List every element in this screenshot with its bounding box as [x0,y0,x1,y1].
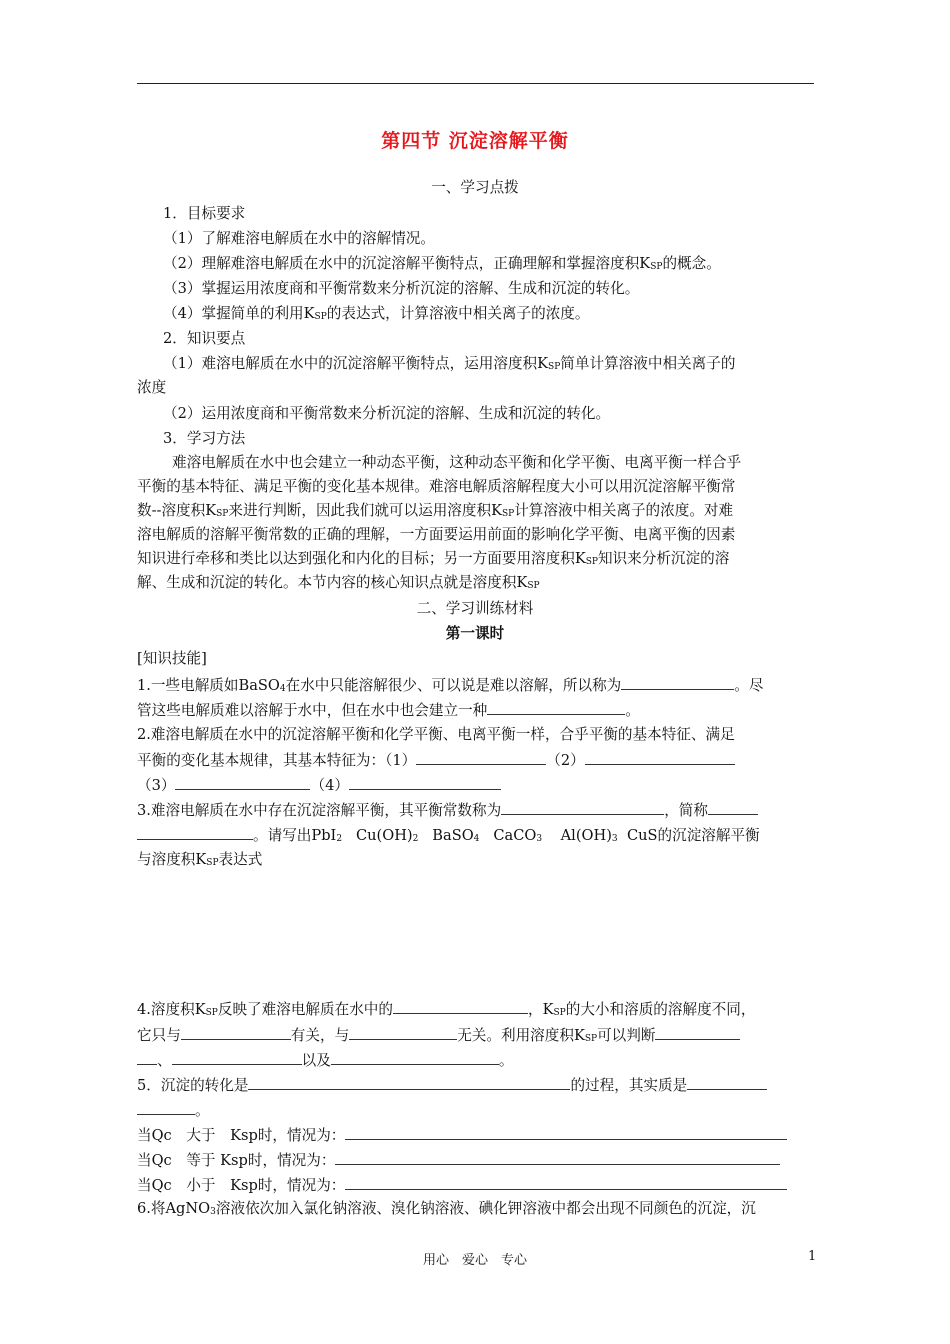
goal-2: （2）理解难溶电解质在水中的沉淀溶解平衡特点，正确理解和掌握溶度积$K_{SP}$的概念。 [163,255,721,272]
method-line-2: 平衡的基本特征、满足平衡的变化基本规律。难溶电解质溶解程度大小可以用沉淀溶解平衡常 [137,478,736,495]
qc-less: 当Qc 小于 Ksp时，情况为： [137,1175,787,1196]
lesson-heading: 第一课时 [445,625,505,642]
question-3-line-1: 3.难溶电解质在水中存在沉淀溶解平衡，其平衡常数称为 ，简称 [137,800,758,821]
question-3-line-3: 与溶度积$K_{SP}$表达式 [137,851,263,868]
question-1-line-1: 1.一些电解质如BaSO$_4$在水中只能溶解很少、可以说是难以溶解，所以称为 。尽 [137,677,764,694]
question-2-line-3: （3） （4） [137,775,501,796]
key-1: （1）难溶电解质在水中的沉淀溶解平衡特点，运用溶度积$K_{SP}$简单计算溶液中相关离子的 [163,355,736,372]
header-rule [137,83,814,84]
method-line-6: 解、生成和沉淀的转化。本节内容的核心知识点就是溶度积$K_{SP}$ [137,574,540,591]
question-4-line-3: 、 以及 。 [137,1050,513,1071]
method-line-3: 数--溶度积$K_{SP}$来进行判断，因此我们就可以运用溶度积$K_{SP}$计算溶液中相关离子的浓度。对难 [137,502,734,519]
question-5-line-1: 5．沉淀的转化是 的过程，其实质是 [137,1075,767,1096]
goal-4: （4）掌握简单的利用$K_{SP}$的表达式，计算溶液中相关离子的浓度。 [163,305,590,322]
question-3-line-2: 。请写出PbI$_2$ $Cu(OH)_2$ BaSO$_4$ CaCO$_3$ $Al(OH)_3$ CuS的沉淀溶解平衡 [137,825,760,849]
key-2: （2）运用浓度商和平衡常数来分析沉淀的溶解、生成和沉淀的转化。 [163,405,611,422]
method-line-1: 难溶电解质在水中也会建立一种动态平衡，这种动态平衡和化学平衡、电离平衡一样合乎 [172,454,742,471]
key-1-cont: 浓度 [137,379,167,396]
page-title: 第四节 沉淀溶解平衡 [381,130,569,152]
question-1-line-2: 管这些电解质难以溶解于水中，但在水中也会建立一种 。 [137,702,640,719]
skills-label: [知识技能] [137,650,207,667]
question-2-line-1: 2.难溶电解质在水中的沉淀溶解平衡和化学平衡、电离平衡一样，合乎平衡的基本特征、满足 [137,726,735,743]
question-2-line-2: 平衡的变化基本规律，其基本特征为：（1） （2） [137,750,735,771]
method-line-4: 溶电解质的溶解平衡常数的正确的理解，一方面要运用前面的影响化学平衡、电离平衡的因素 [137,526,736,543]
page-number: 1 [808,1249,817,1264]
qc-greater: 当Qc 大于 Ksp时，情况为： [137,1125,787,1146]
goal-heading: 1．目标要求 [163,205,246,222]
question-4-line-2: 它只与 有关，与 无关。利用溶度积$K_{SP}$可以判断 [137,1025,740,1049]
question-4-line-1: 4.溶度积$K_{SP}$反映了难溶电解质在水中的 ，$K_{SP}$的大小和溶质的溶解度不同， [137,1001,756,1018]
qc-equal: 当Qc 等于 Ksp时，情况为： [137,1150,780,1171]
question-5-line-2: 。 [137,1100,210,1121]
page-footer: 用心 爱心 专心 [422,1253,527,1268]
goal-1: （1）了解难溶电解质在水中的溶解情况。 [163,230,435,247]
section-heading-2: 二、学习训练材料 [416,600,534,617]
method-heading: 3．学习方法 [163,430,246,447]
method-line-5: 知识进行牵移和类比以达到强化和内化的目标；另一方面要用溶度积$K_{SP}$知识来分析沉淀的溶 [137,550,730,567]
question-6-line-1: 6.将AgNO$_3$溶液依次加入氯化钠溶液、溴化钠溶液、碘化钾溶液中都会出现不同颜色的沉淀，沉 [137,1200,756,1217]
section-heading-1: 一、学习点拨 [431,179,519,196]
key-heading: 2．知识要点 [163,330,246,347]
goal-3: （3）掌握运用浓度商和平衡常数来分析沉淀的溶解、生成和沉淀的转化。 [163,280,640,297]
